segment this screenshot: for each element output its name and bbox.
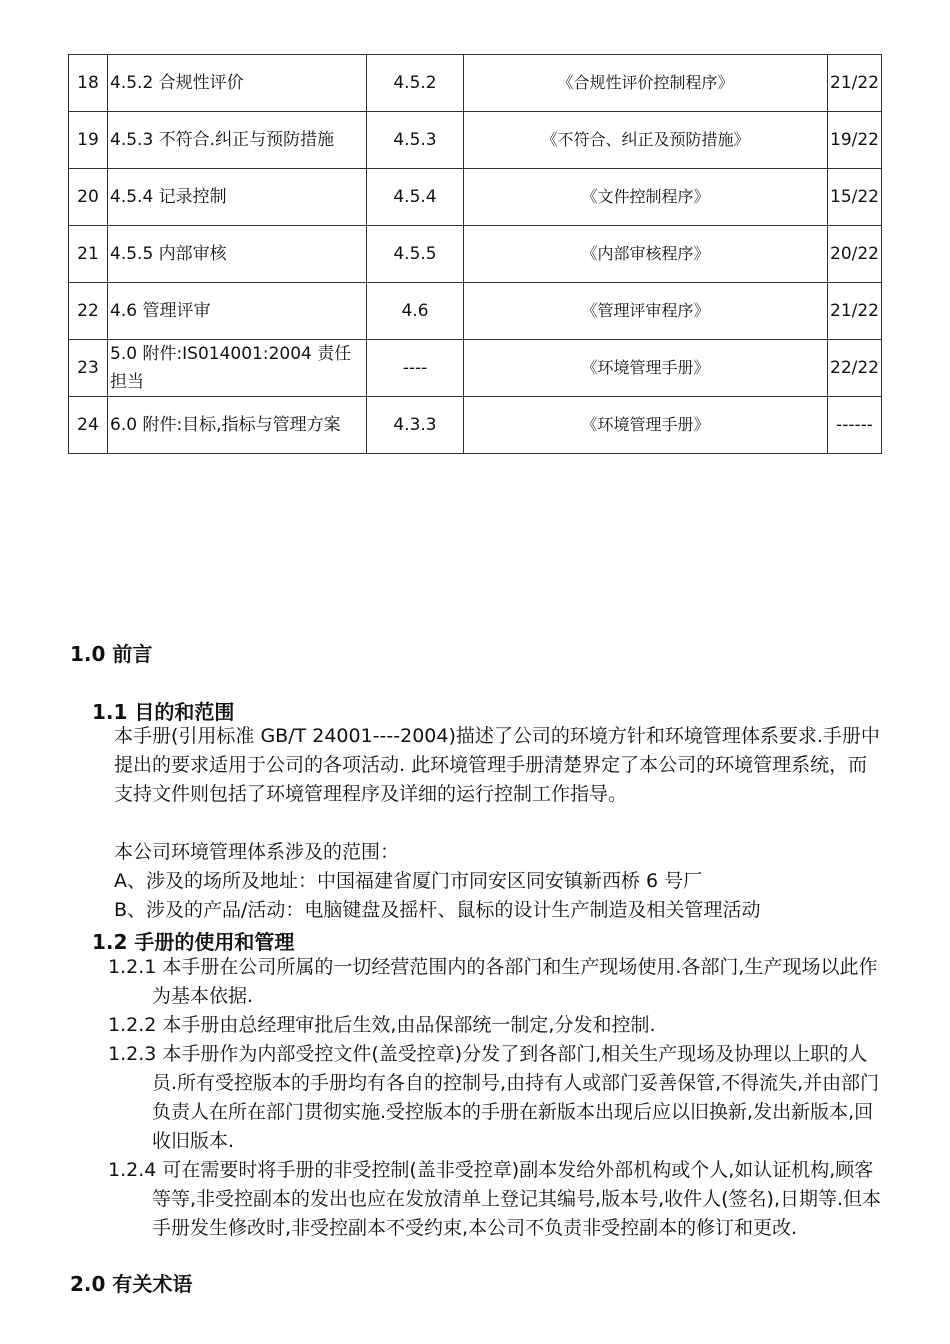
row-clause: ---- (367, 340, 464, 397)
table-row (69, 283, 882, 340)
row-page: 15/22 (828, 169, 882, 226)
row-clause: 4.3.3 (367, 397, 464, 454)
row-clause: 4.5.3 (367, 112, 464, 169)
table-row (69, 55, 882, 112)
row-clause: 4.5.4 (367, 169, 464, 226)
row-number: 18 (69, 55, 108, 112)
row-document: 《内部审核程序》 (464, 226, 828, 283)
row-number: 20 (69, 169, 108, 226)
row-title: 4.5.3 不符合.纠正与预防措施 (108, 112, 367, 169)
row-document: 《文件控制程序》 (464, 169, 828, 226)
scope-b: B、涉及的产品/活动：电脑键盘及摇杆、鼠标的设计生产制造及相关管理活动 (114, 899, 761, 921)
row-document: 《不符合、纠正及预防措施》 (464, 112, 828, 169)
row-number: 21 (69, 226, 108, 283)
item-1-2-2: 1.2.2 本手册由总经理审批后生效,由品保部统一制定,分发和控制. (108, 1014, 656, 1036)
row-title: 4.5.4 记录控制 (108, 169, 367, 226)
row-document: 《环境管理手册》 (464, 340, 828, 397)
table-row (69, 112, 882, 169)
row-page: ------ (828, 397, 882, 454)
row-page: 19/22 (828, 112, 882, 169)
toc-table (68, 54, 882, 454)
row-number: 19 (69, 112, 108, 169)
table-row (69, 397, 882, 454)
item-1-2-3: 1.2.3 本手册作为内部受控文件(盖受控章)分发了到各部门,相关生产现场及协理以上职的人员.所有受控版本的手册均有各自的控制号,由持有人或部门妥善保管,不得流失,并由部门负责人在所在部门贯彻实施.受控版本的手册在新版本出现后应以旧换新,发出新版本,回收旧版本. (108, 1043, 880, 1152)
row-number: 24 (69, 397, 108, 454)
table-row (69, 226, 882, 283)
row-page: 22/22 (828, 340, 882, 397)
row-document: 《合规性评价控制程序》 (464, 55, 828, 112)
row-clause: 4.5.2 (367, 55, 464, 112)
item-1-2-1: 1.2.1 本手册在公司所属的一切经营范围内的各部门和生产现场使用.各部门,生产现场以此作为基本依据. (108, 956, 878, 1007)
toc-body (69, 55, 882, 454)
row-page: 21/22 (828, 283, 882, 340)
row-clause: 4.6 (367, 283, 464, 340)
row-title: 6.0 附件:目标,指标与管理方案 (108, 397, 367, 454)
purpose-paragraph: 本手册(引用标准 GB/T 24001----2004)描述了公司的环境方针和环境管理体系要求.手册中提出的要求适用于公司的各项活动. 此环境管理手册清楚界定了本公司的环境管理系统，而支持文件则包括了环境管理程序及详细的运行控制工作指导。 (114, 725, 880, 805)
row-title: 5.0 附件:IS014001:2004 责任担当 (108, 340, 367, 397)
row-document: 《管理评审程序》 (464, 283, 828, 340)
table-row (69, 340, 882, 397)
row-title: 4.5.2 合规性评价 (108, 55, 367, 112)
row-number: 22 (69, 283, 108, 340)
section-1-2-heading: 1.2 手册的使用和管理 (92, 930, 295, 954)
table-row (69, 169, 882, 226)
row-document: 《环境管理手册》 (464, 397, 828, 454)
item-1-2-4: 1.2.4 可在需要时将手册的非受控制(盖非受控章)副本发给外部机构或个人,如认证机构,顾客等等,非受控副本的发出也应在发放清单上登记其编号,版本号,收件人(签名),日期等.但本手册发生修改时,非受控副本不受约束,本公司不负责非受控副本的修订和更改. (108, 1159, 882, 1239)
section-2-heading: 2.0 有关术语 (70, 1272, 193, 1296)
row-number: 23 (69, 340, 108, 397)
row-title: 4.6 管理评审 (108, 283, 367, 340)
row-title: 4.5.5 内部审核 (108, 226, 367, 283)
scope-a: A、涉及的场所及地址：中国福建省厦门市同安区同安镇新西桥 6 号厂 (114, 870, 703, 892)
scope-intro: 本公司环境管理体系涉及的范围： (114, 841, 400, 863)
row-page: 20/22 (828, 226, 882, 283)
row-page: 21/22 (828, 55, 882, 112)
section-1-heading: 1.0 前言 (70, 642, 153, 666)
section-1-1-heading: 1.1 目的和范围 (92, 700, 235, 724)
row-clause: 4.5.5 (367, 226, 464, 283)
